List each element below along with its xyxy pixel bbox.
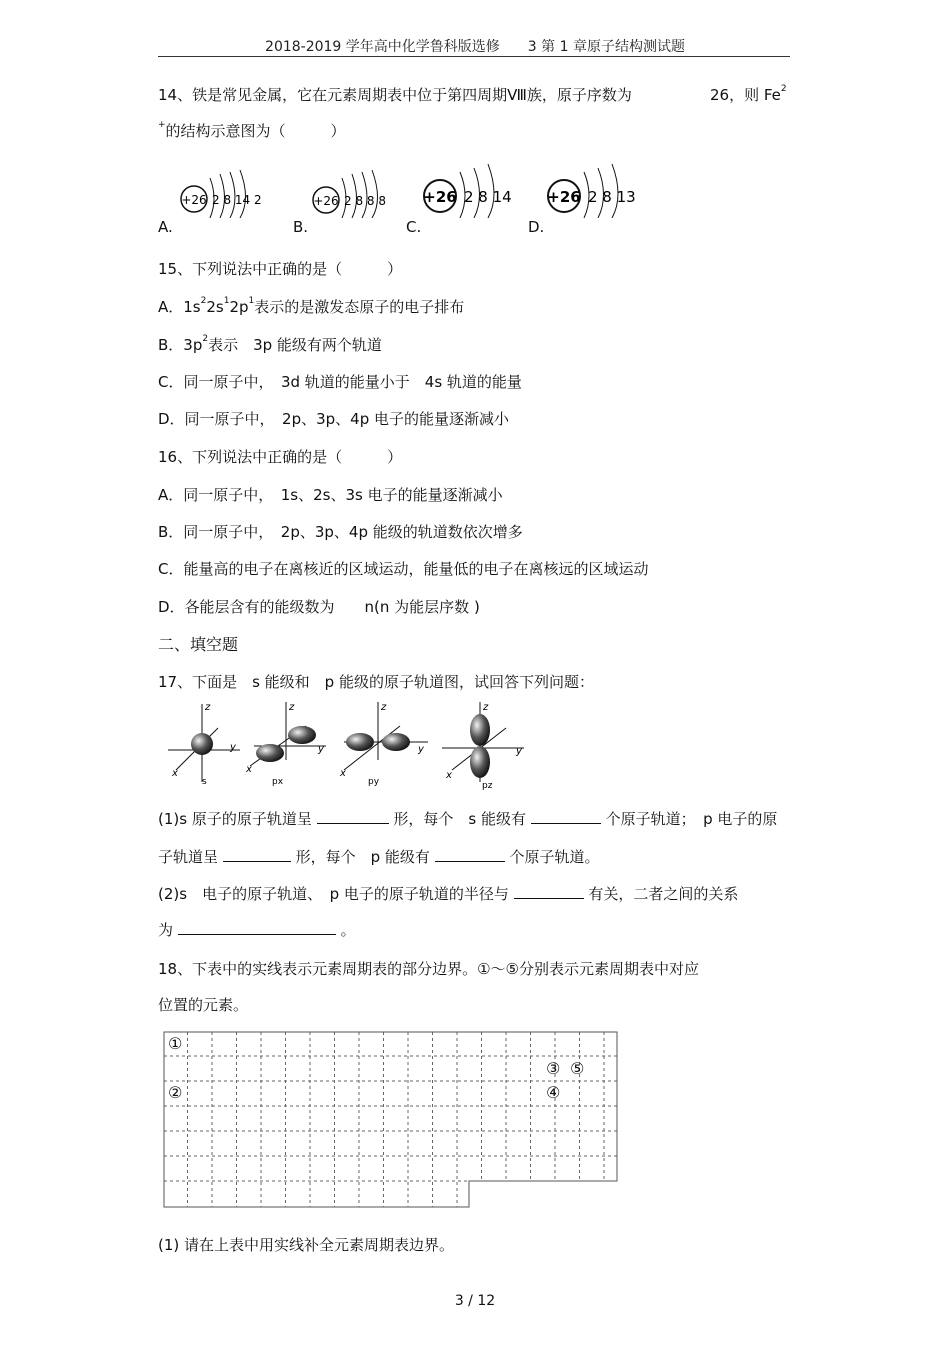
option-a-letter: A. <box>158 218 173 236</box>
q15-option-d: D．同一原子中， 2p、3p、4p 电子的能量逐渐减小 <box>158 410 510 428</box>
svg-text:z: z <box>381 702 387 713</box>
blank-s-shape[interactable] <box>317 811 389 824</box>
option-d-nucleus: +26 <box>547 188 581 206</box>
option-d-letter: D. <box>528 218 545 236</box>
q16-option-c: C．能量高的电子在离核近的区域运动，能量低的电子在离核远的区域运动 <box>158 560 649 578</box>
q15-option-b: B．$3p^2$表示 3p 能级有两个轨道 <box>158 334 382 354</box>
q18-stem-line2: 位置的元素。 <box>158 996 249 1014</box>
py-orbital <box>339 702 428 787</box>
q14-charge-superscript: 2 <box>780 84 787 94</box>
header-divider <box>158 56 790 57</box>
q18-stem-line1: 18、下表中的实线表示元素周期表的部分边界。①～⑤分别表示元素周期表中对应 <box>158 960 699 978</box>
q15-option-c: C．同一原子中， 3d 轨道的能量小于 4s 轨道的能量 <box>158 373 522 391</box>
element-mark-3: ③ <box>546 1059 561 1078</box>
option-c-nucleus: +26 <box>423 188 457 206</box>
svg-text:z: z <box>483 702 489 713</box>
page-header: 2018-2019 学年高中化学鲁科版选修 3 第 1 章原子结构测试题 <box>265 39 685 55</box>
option-a-diagram <box>181 170 262 218</box>
svg-text:x: x <box>446 770 452 781</box>
element-mark-1: ① <box>168 1034 183 1053</box>
periodic-table-grid[interactable] <box>163 1031 621 1211</box>
option-c-shells: 2 8 14 <box>464 188 512 206</box>
q17-part2-line1: (2)s 电子的原子轨道、 p 电子的原子轨道的半径与 有关，二者之间的关系 <box>158 885 739 903</box>
py-label: py <box>368 777 380 787</box>
q16-stem: 16、下列说法中正确的是（ ） <box>158 448 403 466</box>
q17-part2-line2: 为 。 <box>158 921 356 939</box>
blank-p-count[interactable] <box>435 849 505 862</box>
svg-text:x: x <box>246 764 252 775</box>
option-a-shells: 2 8 14 2 <box>212 193 262 207</box>
element-mark-5: ⑤ <box>570 1059 585 1078</box>
s-label: s <box>202 777 207 787</box>
px-label: px <box>272 777 284 787</box>
svg-text:z: z <box>205 702 211 713</box>
q17-part1-line1: (1)s 原子的原子轨道呈 形，每个 s 能级有 个原子轨道； p 电子的原 <box>158 810 778 828</box>
q14-atomic-number: 26，则 Fe$^2$ <box>710 84 787 104</box>
option-d-shells: 2 8 13 <box>588 188 636 206</box>
element-mark-2: ② <box>168 1083 183 1102</box>
q16-option-d: D．各能层含有的能级数为 n(n 为能层序数 ) <box>158 598 480 616</box>
option-b-letter: B. <box>293 218 309 236</box>
svg-text:x: x <box>340 768 346 779</box>
q14-charge-sign: + <box>158 120 166 130</box>
q14-stem-line2: +的结构示意图为（ ） <box>158 120 346 140</box>
svg-text:z: z <box>289 702 295 713</box>
blank-p-shape[interactable] <box>223 849 291 862</box>
option-c-letter: C. <box>406 218 422 236</box>
q18-sub1: (1) 请在上表中用实线补全元素周期表边界。 <box>158 1236 455 1254</box>
option-b-shells: 2 8 8 8 <box>344 194 386 208</box>
option-b-nucleus: +26 <box>313 194 339 208</box>
svg-text:y: y <box>418 744 424 755</box>
q15-option-a: A．$1s^22s^12p^1$表示的是激发态原子的电子排布 <box>158 296 465 316</box>
svg-text:x: x <box>172 768 178 779</box>
pz-orbital <box>442 702 524 791</box>
option-b-diagram <box>313 170 386 218</box>
element-mark-4: ④ <box>546 1083 561 1102</box>
svg-text:y: y <box>318 744 324 755</box>
q16-option-a: A．同一原子中， 1s、2s、3s 电子的能量逐渐减小 <box>158 486 503 504</box>
s-orbital <box>168 702 240 787</box>
orbital-diagram <box>160 698 530 794</box>
pz-label: pz <box>482 781 493 791</box>
blank-relationship[interactable] <box>178 922 336 935</box>
q14-structure-diagrams <box>158 158 538 218</box>
px-orbital <box>245 702 326 787</box>
q17-stem: 17、下面是 s 能级和 p 能级的原子轨道图，试回答下列问题： <box>158 673 594 691</box>
option-c-diagram <box>423 164 511 218</box>
blank-radius-factor[interactable] <box>514 886 584 899</box>
svg-text:y: y <box>230 742 236 753</box>
q14-option-d-diagram <box>540 158 650 218</box>
section-title: 二、填空题 <box>158 635 239 654</box>
svg-text:y: y <box>516 746 522 757</box>
q14-stem-line1 <box>158 84 798 105</box>
q16-option-b: B．同一原子中， 2p、3p、4p 能级的轨道数依次增多 <box>158 523 523 541</box>
q17-part1-line2: 子轨道呈 形，每个 p 能级有 个原子轨道。 <box>158 848 600 866</box>
page-number: 3 / 12 <box>454 1293 496 1309</box>
q14-stem-text: 14、铁是常见金属，它在元素周期表中位于第四周期Ⅷ族，原子序数为 <box>158 86 632 104</box>
blank-s-count[interactable] <box>531 811 601 824</box>
option-a-nucleus: +26 <box>181 193 207 207</box>
q15-stem: 15、下列说法中正确的是（ ） <box>158 260 403 278</box>
